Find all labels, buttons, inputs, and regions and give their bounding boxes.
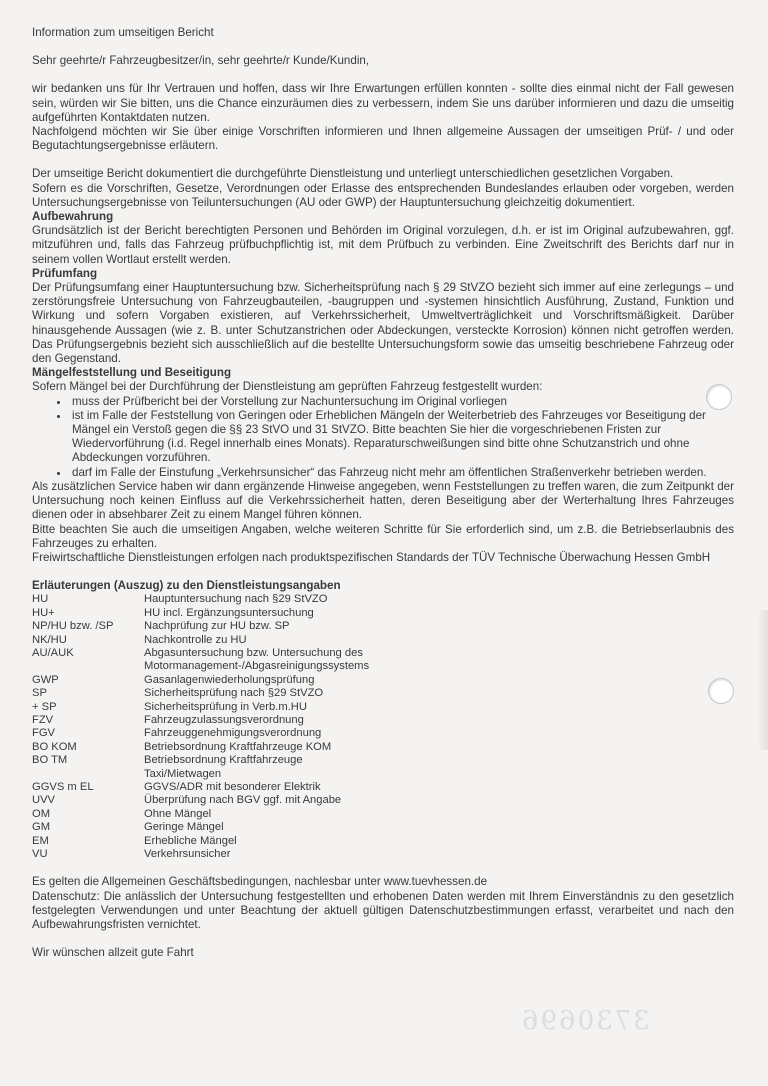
abbreviation-row [32, 781, 374, 794]
report-paragraph-2: Sofern es die Vorschriften, Gesetze, Verordnungen oder Erlasse des entsprechenden Bundeslandes erlauben oder vorgeben, werden Untersuchungsergebnisse von Teiluntersuchungen (AU oder GWP) der Hauptuntersuchung gleichzeitig dokumentiert. [32, 181, 734, 209]
abbreviation-desc: Nachkontrolle zu HU [144, 633, 247, 646]
maengel-bullet: • muss der Prüfbericht bei der Vorstellung zur Nachuntersuchung im Original vorliegen [70, 395, 734, 409]
abbreviation-desc: Sicherheitsprüfung in Verb.m.HU [144, 700, 307, 713]
punch-hole-icon [708, 678, 734, 704]
abbreviation-key: FZV [32, 713, 54, 726]
abbreviation-key: GGVS m EL [32, 781, 94, 793]
abbreviation-desc: Verkehrsunsicher [144, 848, 231, 861]
service-paragraph-2: Bitte beachten Sie auch die umseitigen Angaben, welche weiteren Schritte für Sie erforderlich sind, um z.B. die Betriebserlaubnis des Fahrzeuges zu erhalten. [32, 522, 734, 550]
abbreviations-heading: Erläuterungen (Auszug) zu den Dienstleistungsangaben [32, 579, 341, 593]
abbreviation-row [32, 754, 374, 781]
terms-line: Es gelten die Allgemeinen Geschäftsbedingungen, nachlesbar unter www.tuevhessen.de [32, 875, 488, 889]
abbreviation-row [32, 674, 374, 687]
abbreviation-row [32, 741, 374, 754]
abbreviations-table [32, 593, 374, 861]
pruefumfang-heading: Prüfumfang [32, 266, 98, 280]
abbreviation-key: FGV [32, 727, 55, 740]
abbreviation-desc: Fahrzeugzulassungsverordnung [144, 713, 304, 726]
aufbewahrung-heading: Aufbewahrung [32, 210, 114, 224]
abbreviation-row [32, 714, 374, 727]
abbreviation-desc: HU incl. Ergänzungsuntersuchung [144, 606, 314, 619]
abbreviation-desc: Abgasuntersuchung bzw. Untersuchung des Motormanagement-/Abgasreinigungssystems [144, 646, 370, 673]
abbreviation-key: HU+ [32, 606, 55, 619]
intro-paragraph-2: Nachfolgend möchten wir Sie über einige Vorschriften informieren und Ihnen allgemeine Aussagen der umseitigen Prüf- / und oder Begutachtungsergebnisse erläutern. [32, 125, 734, 153]
abbreviation-row [32, 701, 374, 714]
abbreviation-row [32, 687, 374, 700]
abbreviation-key: UVV [32, 794, 56, 807]
abbreviation-row [32, 593, 374, 606]
intro-paragraph-1: wir bedanken uns für Ihr Vertrauen und hoffen, dass wir Ihre Erwartungen erfüllen konnten - sollte dies einmal nicht der Fall gewesen sein, würden wir Sie bitten, uns die Chance einzuräumen dies zu verbessern, indem Sie uns darüber informieren und dazu die umseitig aufgeführten Kontaktdaten nutzen. [32, 82, 734, 124]
abbreviation-key: VU [32, 848, 48, 861]
service-paragraph-1: Als zusätzlichen Service haben wir dann ergänzende Hinweise angegeben, wenn Feststellungen zu treffen waren, die zum Zeitpunkt der Untersuchung noch keinen Einfluss auf die Verkehrssicherheit hatten, deren Beseitigung aber der Werterhaltung Ihres Fahrzeuges dienen oder in absehbarer Zeit zu einem Mangel führen können. [32, 479, 734, 522]
abbreviation-row [32, 808, 374, 821]
abbreviation-desc: Sicherheitsprüfung nach §29 StVZO [144, 687, 324, 700]
abbreviation-key: BO TM [32, 754, 68, 767]
pruefumfang-text: Der Prüfungsumfang einer Hauptuntersuchung bzw. Sicherheitsprüfung nach § 29 StVZO bezieht sich immer auf eine zerlegungs – und zerstörungsfreie Untersuchung von Fahrzeugbauteilen, -baugruppen und -systemen hinsichtlich Ausführung, Zustand, Funktion und Wirkung und sofern Vorgaben existieren, auf Verkehrssicherheit, Umweltverträglichkeit und Vorschriftsmäßigkeit. Darüber hinausgehende Aussagen (wie z. B. unter Schutzanstrichen oder Abdeckungen, versteckte Korrosion) können nicht getroffen werden. Das Prüfungsergebnis bezieht sich ausschließlich auf die bestellte Untersuchungsform sowie das umseitig beschriebene Fahrzeug oder den Gegenstand. [32, 281, 734, 366]
abbreviation-row [32, 835, 374, 848]
abbreviation-desc: GGVS/ADR mit besonderer Elektrik [144, 781, 321, 793]
aufbewahrung-text: Grundsätzlich ist der Bericht berechtigten Personen und Behörden im Original vorzulegen, d.h. er ist im Original aufzubewahren, ggf. mitzuführen und, falls das Fahrzeug prüfbuchpflichtig ist, mit dem Prüfbuch zu verbinden. Eine Zweitschrift des Berichts darf nur in seinem vollen Wortlaut erstellt werden. [32, 224, 734, 266]
maengel-bullet: • ist im Falle der Feststellung von Geringen oder Erheblichen Mängeln der Weiterbetrieb des Fahrzeuges vor Beseitigung der Mängel ein Verstoß gegen die §§ 23 StVO und 31 StVZO. Bitte beachten Sie hier die vorgeschriebenen Fristen zur Wiedervorführung (i.d. Regel innerhalb eines Monats). Reparaturschweißungen sind bitte ohne Schutzanstrich und ohne Abdeckungen vorzuführen. [70, 409, 734, 466]
maengel-bullet: • darf im Falle der Einstufung „Verkehrsunsicher“ das Fahrzeug nicht mehr am öffentlichen Straßenverkehr betrieben werden. [70, 466, 734, 480]
abbreviation-key: NK/HU [32, 633, 67, 646]
abbreviation-key: AU/AUK [32, 646, 74, 659]
abbreviation-desc: Nachprüfung zur HU bzw. SP [144, 620, 290, 633]
greeting: Sehr geehrte/r Fahrzeugbesitzer/in, sehr geehrte/r Kunde/Kundin, [32, 54, 370, 68]
page-edge-shadow [758, 610, 768, 750]
maengel-list [32, 395, 734, 480]
report-paragraph-1: Der umseitige Bericht dokumentiert die durchgeführte Dienstleistung und unterliegt unterschiedlichen gesetzlichen Vorgaben. [32, 167, 674, 181]
abbreviation-desc: Fahrzeuggenehmigungsverordnung [144, 727, 322, 740]
abbreviation-row [32, 848, 374, 861]
abbreviation-key: GM [32, 821, 51, 834]
abbreviation-row [32, 620, 374, 633]
abbreviation-key: OM [32, 807, 51, 820]
abbreviation-row [32, 647, 374, 674]
abbreviation-desc: Hauptuntersuchung nach §29 StVZO [144, 593, 328, 606]
abbreviation-key: NP/HU bzw. /SP [32, 620, 114, 633]
abbreviation-desc: Ohne Mängel [144, 807, 212, 820]
privacy-paragraph: Datenschutz: Die anlässlich der Untersuchung festgestellten und erhobenen Daten werden mit Ihrem Einverständnis zu den gesetzlich festgelegten Verwendungen und unter Beachtung der aktuell gültigen Datenschutzbestimmungen erfasst, verarbeitet und nach den Aufbewahrungsfristen vernichtet. [32, 889, 734, 932]
abbreviation-desc: Betriebsordnung Kraftfahrzeuge KOM [144, 740, 332, 753]
abbreviation-key: HU [32, 593, 49, 606]
abbreviation-desc: Erhebliche Mängel [144, 834, 237, 847]
maengel-heading: Mängelfeststellung und Beseitigung [32, 366, 232, 380]
show-through-number: 3730696 [520, 1006, 650, 1036]
abbreviation-desc: Geringe Mängel [144, 821, 224, 834]
farewell: Wir wünschen allzeit gute Fahrt [32, 946, 194, 960]
abbreviation-row [32, 727, 374, 740]
abbreviation-row [32, 634, 374, 647]
service-paragraph-3: Freiwirtschaftliche Dienstleistungen erfolgen nach produktspezifischen Standards der TÜV Technische Überwachung Hessen GmbH [32, 550, 711, 564]
abbreviation-key: EM [32, 834, 49, 847]
punch-hole-icon [706, 384, 732, 410]
document-title: Information zum umseitigen Bericht [32, 26, 214, 39]
abbreviation-key: SP [32, 687, 47, 700]
abbreviation-row [32, 607, 374, 620]
abbreviation-row [32, 821, 374, 834]
abbreviation-desc: Überprüfung nach BGV ggf. mit Angabe [144, 794, 342, 807]
abbreviation-key: GWP [32, 673, 59, 686]
abbreviation-key: BO KOM [32, 740, 77, 753]
abbreviation-key: + SP [32, 700, 57, 713]
abbreviation-desc: Gasanlagenwiederholungsprüfung [144, 673, 315, 686]
abbreviation-row [32, 794, 374, 807]
document-body [32, 26, 734, 960]
abbreviation-desc: Betriebsordnung Kraftfahrzeuge Taxi/Mietwagen [144, 754, 303, 780]
maengel-lead: Sofern Mängel bei der Durchführung der Dienstleistung am geprüften Fahrzeug festgestellt wurden: [32, 380, 543, 394]
